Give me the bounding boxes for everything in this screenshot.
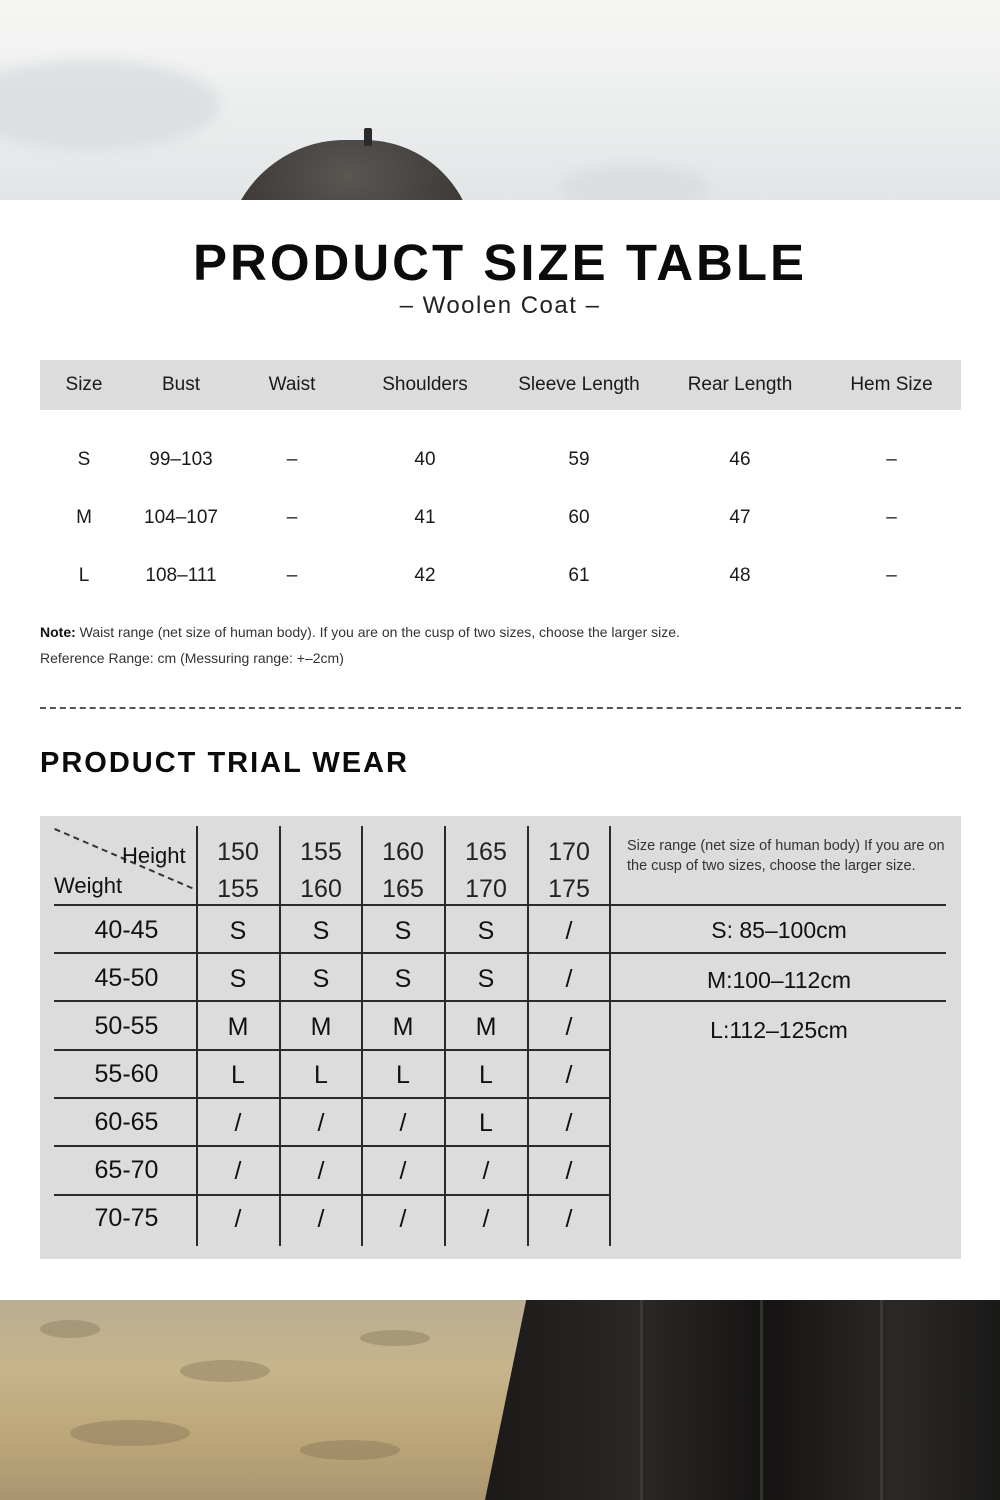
table-row (40, 489, 961, 547)
ground-speck (180, 1360, 270, 1382)
cell-sleeve-length: 60 (568, 507, 590, 528)
cell-size: M (76, 507, 92, 528)
height-range-top: 170 (548, 838, 590, 866)
size-cell: / (565, 1013, 573, 1041)
size-cell: L (396, 1061, 410, 1089)
height-range-header (445, 834, 527, 908)
size-cell: L (479, 1109, 493, 1137)
size-cell: S (477, 917, 495, 945)
cell-bust: 99–103 (149, 449, 213, 470)
size-range-m: M:100–112cm (706, 967, 852, 993)
size-cell: / (565, 965, 573, 993)
size-cell: / (565, 1205, 573, 1233)
height-range-bottom: 165 (382, 875, 424, 903)
height-range-bottom: 170 (465, 875, 507, 903)
height-range-bottom: 175 (548, 875, 590, 903)
size-cell: S (229, 917, 247, 945)
cell-hem-size: – (886, 449, 897, 470)
height-range-header (528, 834, 610, 908)
cell-size: L (78, 565, 90, 586)
height-range-top: 165 (465, 838, 507, 866)
reference-range-note: Reference Range: cm (Messuring range: +–2cm) (40, 650, 344, 666)
grid-line (54, 904, 946, 906)
header-sleeve-length: Sleeve Length (518, 374, 640, 395)
page-title: PRODUCT SIZE TABLE (192, 234, 808, 291)
size-cell: S (477, 965, 495, 993)
size-cell: / (317, 1157, 325, 1185)
cell-waist: – (286, 565, 298, 586)
grid-line (54, 952, 946, 954)
size-cell: / (317, 1109, 325, 1137)
cell-hem-size: – (886, 507, 897, 528)
size-cell: / (234, 1157, 242, 1185)
cell-rear-length: 47 (729, 507, 751, 528)
cell-bust: 104–107 (144, 507, 218, 528)
size-cell: / (399, 1205, 407, 1233)
size-cell: L (231, 1061, 245, 1089)
cell-size: S (77, 449, 91, 470)
size-cell: S (312, 965, 330, 993)
size-cell: L (479, 1061, 493, 1089)
size-cell: / (565, 1061, 573, 1089)
weight-range-cell: 50-55 (94, 1012, 159, 1040)
note-text: Waist range (net size of human body). If you are on the cusp of two sizes, choose the larger size. (75, 624, 680, 640)
page-subtitle: – Woolen Coat – (399, 292, 601, 319)
note-label: Note: (40, 624, 76, 640)
header-size: Size (65, 374, 103, 395)
size-table-body (40, 431, 961, 605)
cell-hem-size: – (886, 565, 897, 586)
cell-waist: – (286, 507, 298, 528)
size-chart-card (0, 200, 1000, 1300)
header-rear-length: Rear Length (687, 374, 793, 395)
table-row (40, 547, 961, 605)
coat-fold (880, 1300, 883, 1500)
grid-line (54, 1194, 610, 1196)
weight-range-cell: 70-75 (94, 1204, 159, 1232)
size-cell: / (234, 1109, 242, 1137)
header-hem-size: Hem Size (850, 374, 933, 395)
size-range-note: Size range (net size of human body) If you are on the cusp of two sizes, choose the larger size. (627, 838, 945, 874)
size-cell: / (234, 1205, 242, 1233)
cell-shoulders: 42 (414, 565, 436, 586)
height-range-bottom: 155 (217, 875, 259, 903)
cell-waist: – (286, 449, 298, 470)
size-cell: S (394, 965, 412, 993)
cell-sleeve-length: 61 (568, 565, 590, 586)
size-cell: / (482, 1157, 490, 1185)
size-cell: S (312, 917, 330, 945)
grid-line (54, 1097, 610, 1099)
grid-line (54, 1145, 610, 1147)
weight-range-cell: 60-65 (94, 1108, 159, 1136)
size-cell: / (399, 1157, 407, 1185)
cell-rear-length: 46 (729, 449, 751, 470)
ground-speck (300, 1440, 400, 1460)
coat-fold (640, 1300, 643, 1500)
cell-sleeve-length: 59 (568, 449, 590, 470)
coat-hem-photo (485, 1300, 1000, 1500)
size-cell: / (482, 1205, 490, 1233)
table-row (40, 431, 961, 489)
size-cell: M (310, 1013, 332, 1041)
size-cell: / (399, 1109, 407, 1137)
height-range-top: 155 (300, 838, 342, 866)
weight-range-cell: 65-70 (94, 1156, 159, 1184)
header-bust: Bust (161, 374, 201, 395)
size-note (40, 624, 680, 640)
section-divider (40, 707, 961, 709)
coat-fold (760, 1300, 763, 1500)
cell-shoulders: 40 (414, 449, 436, 470)
height-range-bottom: 160 (300, 875, 342, 903)
size-cell: M (475, 1013, 497, 1041)
height-range-header (197, 834, 279, 908)
cell-bust: 108–111 (145, 565, 217, 586)
weight-axis-label: Weight (54, 873, 123, 898)
height-range-header (280, 834, 362, 908)
cell-rear-length: 48 (729, 565, 751, 586)
size-table-header (40, 360, 961, 410)
height-range-top: 150 (217, 838, 259, 866)
size-cell: / (565, 1157, 573, 1185)
grid-line (54, 1000, 946, 1002)
size-cell: / (565, 1109, 573, 1137)
weight-range-cell: 45-50 (94, 964, 159, 992)
size-cell: M (392, 1013, 414, 1041)
ground-speck (40, 1320, 100, 1338)
size-cell: L (314, 1061, 328, 1089)
height-axis-label: Height (122, 843, 186, 868)
coat-hood-tab (364, 128, 372, 146)
size-range-s: S: 85–100cm (711, 917, 847, 943)
weight-range-cell: 55-60 (94, 1060, 159, 1088)
size-cell: S (229, 965, 247, 993)
cell-shoulders: 41 (414, 507, 436, 528)
size-cell: / (565, 917, 573, 945)
size-range-l: L:112–125cm (710, 1017, 848, 1043)
ground-speck (70, 1420, 190, 1446)
height-range-header (362, 834, 444, 908)
trial-wear-table (40, 816, 961, 1259)
size-cell: M (227, 1013, 249, 1041)
header-waist: Waist (268, 374, 316, 395)
header-shoulders: Shoulders (382, 374, 468, 395)
size-table (40, 360, 961, 605)
size-cell: / (317, 1205, 325, 1233)
size-cell: S (394, 917, 412, 945)
grid-line (54, 1049, 610, 1051)
weight-range-cell: 40-45 (94, 916, 159, 944)
trial-wear-title: PRODUCT TRIAL WEAR (40, 747, 409, 779)
ground-speck (360, 1330, 430, 1346)
height-range-top: 160 (382, 838, 424, 866)
